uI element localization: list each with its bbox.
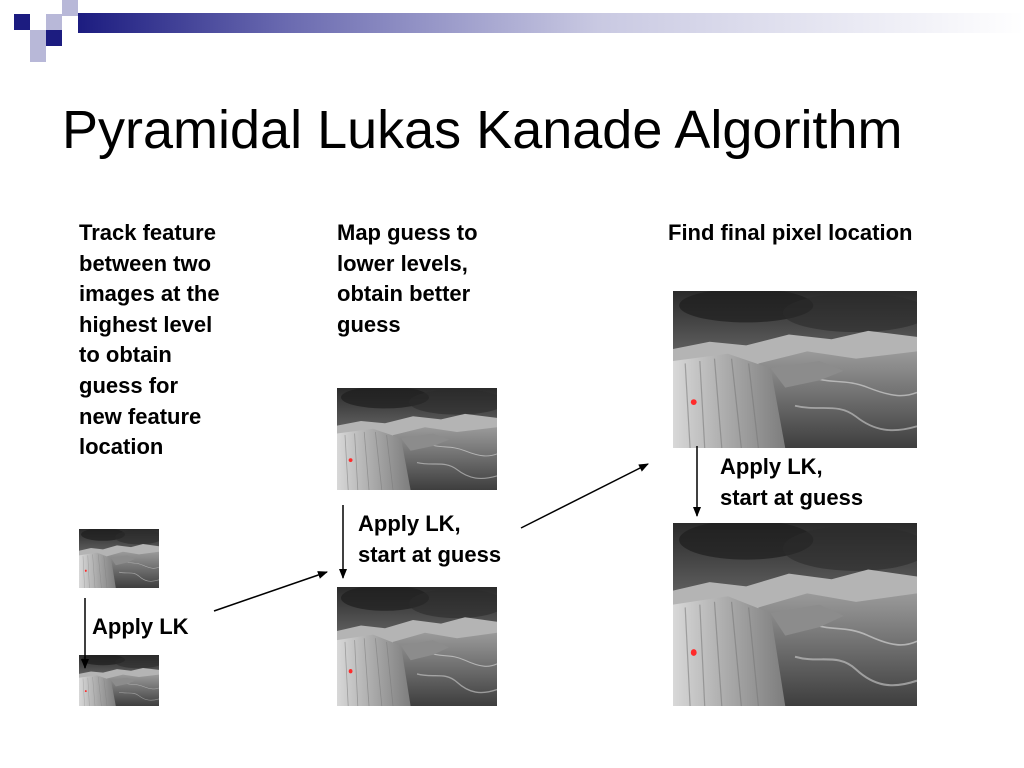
caption-line: obtain better [337, 281, 471, 307]
terrain-image-level-top-2 [79, 655, 159, 706]
arrow-to-level-base [521, 464, 648, 528]
caption-line: between two [79, 250, 212, 276]
caption-line: location [79, 434, 164, 460]
terrain-picture [673, 523, 917, 706]
step-label-line: Apply LK, [358, 511, 461, 536]
arrow-to-level-mid [214, 572, 327, 611]
terrain-image-level-mid-2 [337, 587, 497, 706]
caption-column-1 [79, 218, 220, 463]
caption-line: Find final pixel location [668, 220, 913, 245]
terrain-image-level-top-1 [79, 529, 159, 588]
step-label-line: start at guess [720, 484, 864, 510]
slide-title: Pyramidal Lukas Kanade Algorithm [62, 100, 903, 160]
terrain-image-level-mid-1 [337, 388, 497, 490]
step-label-column-3 [720, 452, 863, 513]
caption-line: lower levels, [337, 250, 468, 276]
header-square-light [46, 14, 62, 30]
terrain-picture [337, 388, 497, 490]
terrain-picture [337, 587, 497, 706]
caption-line: guess [337, 311, 401, 337]
caption-line: guess for [79, 372, 179, 398]
caption-line: highest level [79, 311, 213, 337]
caption-line: images at the [79, 281, 220, 307]
header-square-light [62, 0, 78, 16]
header-square-dark [14, 14, 30, 30]
step-label-column-2 [358, 509, 501, 570]
caption-line: to obtain [79, 342, 172, 368]
caption-line: new feature [79, 403, 202, 429]
terrain-picture [79, 655, 159, 706]
terrain-picture [79, 529, 159, 588]
step-label-line: Apply LK, [720, 454, 823, 479]
caption-column-3 [668, 218, 912, 249]
step-label-line: start at guess [358, 541, 502, 567]
header-square-light [30, 30, 46, 46]
header-gradient-band [78, 13, 1024, 33]
caption-column-2 [337, 218, 478, 340]
caption-line: Map guess to [337, 220, 478, 245]
terrain-image-level-base-2 [673, 523, 917, 706]
terrain-picture [673, 291, 917, 448]
step-label-line: Apply LK [92, 614, 189, 639]
step-label-column-1 [92, 612, 189, 643]
header-square-dark [46, 30, 62, 46]
caption-line: Track feature [79, 220, 216, 245]
header-square-light [30, 46, 46, 62]
terrain-image-level-base-1 [673, 291, 917, 448]
